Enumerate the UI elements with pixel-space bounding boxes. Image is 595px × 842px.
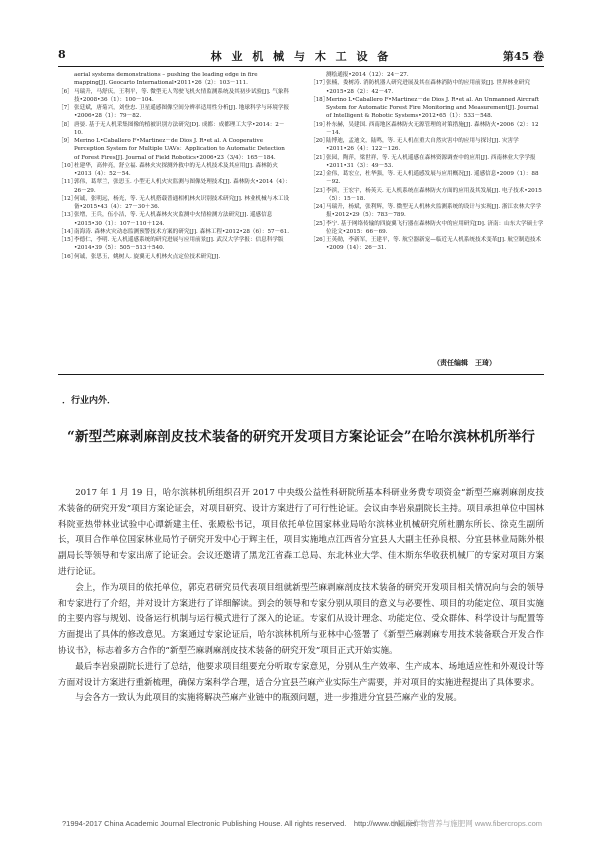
- reference-text: 金伟，葛宏立，杜华强，等. 无人机遥感发展与应用概况[J]. 遥感信息•2009（1）：88－92.: [326, 171, 539, 186]
- reference-item: [310, 203, 544, 220]
- reference-number: ［22］: [310, 171, 329, 177]
- reference-number: ［12］: [58, 195, 77, 202]
- reference-text: 郭伟，葛翠兰，张思玉. 小型无人机火灾监测与图像处理技术[J]. 森林防火•2014（4）：26－29.: [74, 179, 291, 194]
- reference-number: ［18］: [310, 96, 329, 103]
- section-label: ．行业内外．: [62, 396, 117, 406]
- reference-text: 何诚，张明远，杨光，等. 无人机搭载普通相机林火识别技术研究[J]. 林业机械与木工设备•2015•43（4）：27－30＋36.: [74, 195, 290, 210]
- reference-item: [310, 220, 544, 237]
- reference-item: [58, 178, 292, 195]
- reference-text: 杜建华，高仲亮，舒立福. 森林火灾探测外救中的无人机技术及其应用[J]. 森林防火•2013（4）：52－54.: [74, 162, 278, 177]
- reference-number: ［21］: [310, 154, 329, 161]
- news-body: [58, 486, 544, 707]
- page-number: 8: [58, 48, 66, 61]
- reference-item: [58, 236, 292, 253]
- reference-number: ［14］: [58, 228, 77, 235]
- reference-text: 李宁. 基于网络传输的四旋翼飞行器在森林防火中的应用研究[D]. 济南：山东大学硕士学位论文•2015：66－69.: [326, 220, 544, 235]
- paragraph: 与会各方一致认为此项目的实施将解决苎麻产业链中的瓶颈问题，进一步推进分宜县苎麻产业的发展。: [75, 693, 462, 704]
- reference-number: ［24］: [310, 204, 329, 210]
- reference-text: 张廷斌，唐菊兴，刘登忠. 卫星遥感图像空间分辨率适用性分析[J]. 地球科学与环境学报•2006•28（1）：79－82.: [74, 105, 290, 120]
- reference-number: ［8］: [58, 121, 73, 128]
- reference-number: ［15］: [58, 237, 77, 243]
- reference-item: [310, 71, 544, 79]
- reference-text: 马瑞升，杨斌，张利辉，等. 微型无人机林火监测系统的设计与实现[J]. 浙江农林大学学报•2012•29（5）：783－789.: [326, 204, 542, 219]
- paragraph: 2017 年 1 月 19 日，哈尔滨林机所组织召开 2017 中央级公益性科研院所基本科研业务费专项资金“新型苎麻剥麻剖皮技术装备的研究开发”项目方案论证会，对项目研究、设计方案进行了可行性论证。会议由李岩泉副院长主持。项目承担单位中国林科院亚热带林业试验中心谭新建主任、张殿松书记，项目依托单位国家林业局哈尔滨林业机械研究所杜鹏东所长、徐克生副所长，项目合作单位国家林业局竹子研究开发中心于辉主任，项目实施地点江西省分宜县人大副主任孙良根、分宜县林业局陈外根副局长等领导和专家出席了论证会。会议还邀请了黑龙江省森工总局、东北林业大学、佳木斯东华收获机械厂的专家对项目方案进行论证。: [58, 488, 544, 577]
- reference-text: 张园，陶萍，梁世祥，等. 无人机遥感在森林资源调查中的应用[J]. 西南林业大学学报•2011•31（3）：49－53.: [326, 154, 536, 169]
- reference-text: 李滨，王宏宇，杨英天. 无人机系统在森林防火方面的应用及其发展[J]. 电子技术•2015（5）：15－18.: [326, 187, 542, 202]
- reference-item: [310, 187, 544, 204]
- reference-item: [310, 121, 544, 138]
- watermark: 中国麻作物营养与施肥网 www.fibercrops.com: [390, 819, 542, 828]
- reference-text: 张增，王兵，伍小洁，等. 无人机森林火灾监测中火情检测方法研究[J]. 遥感信息•2015•30（1）：107－110＋124.: [74, 212, 273, 227]
- reference-number: ［9］: [58, 138, 73, 144]
- journal-name: 林 业 机 械 与 木 工 设 备: [210, 50, 392, 63]
- paragraph: 会上，作为项目的依托单位，郭克君研究员代表项目组就新型苎麻剥麻剖皮技术装备的研究开发项目相关情况向与会的领导和专家进行了介绍，并对设计方案进行了详细解读。到会的领导和专家分别从项目的意义与必要性、项目的功能定位、项目实施的主要内容与规划、设备运行机制与运行模式进行了深入的论证。专家们从设计理念、功能定位、受众群体、科学设计与配置等方面提出了具体的修改意见。方案通过专家论证后，哈尔滨林机所与亚林中心签署了《新型苎麻剥麻专用技术装备联合开发合作协议书》，标志着多方合作的“新型苎麻剥麻剖皮技术装备的研究开发”项目正式开始实施。: [58, 582, 544, 656]
- running-header: [58, 46, 544, 66]
- reference-item: [58, 121, 292, 138]
- reference-number: ［19］: [310, 121, 329, 128]
- reference-text: 测绘通报•2014（12）：24－27.: [326, 72, 409, 78]
- responsible-editor: （责任编辑 王琦）: [433, 358, 496, 367]
- reference-text: 朴东赫，吴建国. 西南地区森林防火无源管理的对策措施[J]. 森林防火•2006（2）：12－14.: [326, 121, 539, 136]
- reference-text: 何诚，张思玉，姚树人. 旋翼无人机林火点定位技术研究[J].: [74, 253, 221, 260]
- reference-item: [58, 195, 292, 212]
- reference-text: 王英勋，李新军，王建平，等. 航空器新宠—临近无人机系统技术变革[J]. 航空制造技术•2009（14）：26－31.: [326, 237, 542, 252]
- reference-item: [58, 211, 292, 228]
- reference-item: [310, 154, 544, 171]
- reference-item: [310, 137, 544, 154]
- reference-item: [310, 96, 544, 121]
- news-title: “新型苎麻剥麻剖皮技术装备的研究开发项目方案论证会”在哈尔滨林机所举行: [66, 429, 536, 445]
- section-rule: [58, 374, 544, 375]
- reference-item: [58, 228, 292, 236]
- copyright-notice: ?1994-2017 China Academic Journal Electronic Publishing House. All rights reserved. http://www.cnki.net: [62, 819, 417, 828]
- reference-number: ［10］: [58, 162, 77, 169]
- reference-text: 马瑞升，马舒庆，王利平，等. 微型无人驾驶飞机火情监测系统及其初步试验[J]. 气象科技•2008•36（1）：100－104.: [74, 88, 290, 103]
- reference-item: [310, 236, 544, 253]
- reference-text: 陆博迪，孟迪文，陆鸣，等. 无人机在重大自然灾害中的应用与探讨[J]. 灾害学•2011•26（4）：122－126.: [326, 138, 519, 153]
- reference-number: ［16］: [58, 253, 77, 260]
- paragraph: 最后李岩泉副院长进行了总结，他要求项目组要充分听取专家意见，分别从生产效率、生产成本、场地适应性和外观设计等方面对设计方案进行重新梳理，确保方案科学合理，适合分宜县苎麻产业实际生产需要，并对项目的实施进程提出了具体要求。: [58, 661, 544, 688]
- reference-text: 唐晏. 基于无人机采集图像的植被识别方法研究[D]. 成都：成都理工大学•2014：2－10.: [74, 121, 285, 136]
- reference-number: ［25］: [310, 220, 329, 227]
- reference-number: ［11］: [58, 179, 77, 186]
- reference-text: Merino L•Caballero F•Martinez－de Dios J. R•et al. An Unmanned Aircraft System for Automatic Forest Fire Monitoring and Measurement[J]. Journal of Intelligent & Robotic Systems•2012•65（1）：533－548.: [326, 96, 539, 120]
- reference-text: 张楠，娄树涛. 消防机器人研究进展及其在森林消防中的应用前景[J]. 世界林业研究•2015•28（2）：42－47.: [326, 80, 530, 95]
- reference-item: [58, 162, 292, 179]
- reference-number: ［13］: [58, 212, 77, 219]
- reference-number: ［20］: [310, 138, 329, 144]
- reference-number: ［17］: [310, 80, 329, 87]
- reference-text: 李德仁，李明. 无人机遥感系统的研究进展与应用前景[J]. 武汉大学学报：信息科学版•2014•39（5）：505－513＋540.: [74, 237, 284, 252]
- volume-label: 第45 卷: [502, 50, 544, 63]
- references-left-column: [58, 71, 292, 261]
- header-rule: [58, 66, 544, 67]
- reference-number: ［6］: [58, 88, 73, 95]
- reference-item: [58, 253, 292, 261]
- reference-number: ［7］: [58, 105, 73, 111]
- reference-item: [310, 79, 544, 96]
- reference-text: 南海涛. 森林火灾动态监测预警技术方案的研究[J]. 森林工程•2012•28（6）：57－61.: [74, 228, 290, 235]
- reference-text: Merino L•Caballero F•Martinez－de Dios J. R•et al. A Cooperative Perception System for Multiple UAVs：Application to Automatic Detection of Forest Fires[J]. Journal of Field Robotics•2006•23（3/4）：165－184.: [74, 138, 285, 161]
- reference-number: ［26］: [310, 237, 329, 243]
- references-right-column: [310, 71, 544, 253]
- reference-item: [310, 170, 544, 187]
- reference-item: [58, 71, 292, 88]
- reference-item: [58, 104, 292, 121]
- reference-item: [58, 137, 292, 162]
- reference-text: aerial systems demonstrations – pushing the leading edge in fire mapping[J]. Geocarto International•2011•26（2）：103－111.: [74, 72, 258, 87]
- reference-number: ［23］: [310, 187, 329, 194]
- reference-item: [58, 88, 292, 105]
